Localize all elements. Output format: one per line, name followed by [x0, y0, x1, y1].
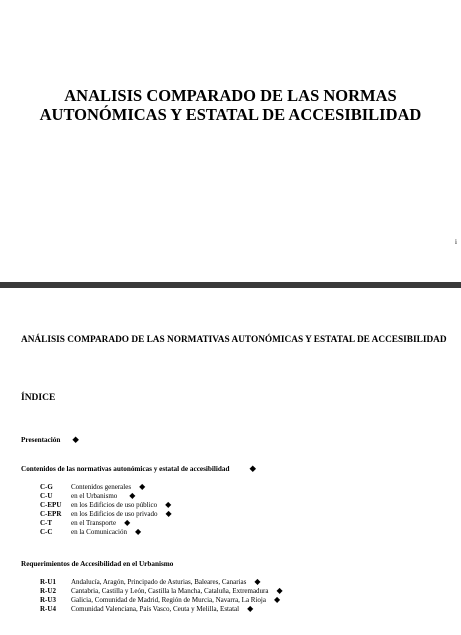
toc-item-code: C-EPR [40, 510, 62, 518]
toc-item-text: Cantabria, Castilla y León, Castilla la Mancha, Cataluña, Extremadura [71, 587, 269, 595]
index-page-heading: ANÁLISIS COMPARADO DE LAS NORMATIVAS AUTONÓMICAS Y ESTATAL DE ACCESIBILIDAD [21, 335, 447, 345]
toc-item-code: R-U1 [40, 578, 56, 586]
toc-item-ru4[interactable] [40, 604, 253, 613]
toc-item-ru1[interactable] [40, 577, 261, 586]
bullet-icon: ◆ [139, 482, 146, 491]
bullet-icon: ◆ [249, 463, 256, 473]
toc-item-text: Galicia, Comunidad de Madrid, Región de Murcia, Navarra, La Rioja [71, 596, 266, 604]
toc-item-cu[interactable] [40, 491, 135, 500]
bullet-icon: ◆ [276, 586, 283, 595]
toc-item-text: Contenidos generales [71, 483, 132, 491]
toc-item-code: R-U3 [40, 596, 56, 604]
toc-item-text: en el Transporte [71, 519, 117, 527]
page-mark: i [455, 238, 457, 246]
index-page [0, 288, 461, 635]
toc-item-code: C-C [40, 528, 53, 536]
toc-item-text: en los Edificios de uso privado [71, 510, 158, 518]
bullet-icon: ◆ [273, 595, 281, 604]
toc-item-text: Comunidad Valenciana, País Vasco, Ceuta y Melilla, Estatal [71, 605, 240, 613]
toc-presentacion[interactable] [21, 434, 79, 445]
toc-item-ru2[interactable] [40, 586, 283, 595]
toc-section-requerimientos-label: Requerimientos de Accesibilidad en el Urbanismo [21, 560, 174, 568]
toc-item-code: C-U [40, 492, 53, 500]
cover-page [0, 0, 461, 282]
toc-item-text: en el Urbanismo [71, 492, 118, 500]
indice-heading: ÍNDICE [21, 393, 56, 403]
toc-item-code: R-U4 [40, 605, 56, 613]
toc-item-cc[interactable] [40, 527, 141, 536]
toc-item-ct[interactable] [40, 518, 130, 527]
bullet-icon: ◆ [165, 509, 172, 518]
toc-section-contenidos[interactable] [21, 463, 256, 474]
bullet-icon: ◆ [254, 577, 261, 586]
toc-item-code: C-EPU [40, 501, 62, 509]
bullet-icon: ◆ [134, 527, 142, 536]
bullet-icon: ◆ [124, 518, 131, 527]
bullet-icon: ◆ [129, 491, 136, 500]
title-line-2: AUTONÓMICAS Y ESTATAL DE ACCESIBILIDAD [39, 105, 422, 124]
toc-item-code: R-U2 [40, 587, 56, 595]
bullet-icon: ◆ [165, 500, 172, 509]
toc-item-cg[interactable] [40, 482, 145, 491]
toc-item-text: Andalucía, Aragón, Principado de Asturias, Baleares, Canarias [71, 578, 247, 586]
title-line-1: ANALISIS COMPARADO DE LAS NORMAS [64, 86, 397, 105]
toc-item-text: en la Comunicación [71, 528, 127, 536]
toc-item-code: C-G [40, 483, 53, 491]
toc-presentacion-label: Presentación [21, 436, 61, 444]
document-title [0, 86, 461, 124]
toc-item-cepr[interactable] [40, 509, 172, 518]
toc-item-code: C-T [40, 519, 53, 527]
bullet-icon: ◆ [72, 434, 79, 444]
toc-section-contenidos-label: Contenidos de las normativas autonómicas y estatal de accesibilidad [21, 465, 230, 473]
toc-item-cepu[interactable] [40, 500, 171, 509]
toc-item-text: en los Edificios de uso público [71, 501, 158, 509]
toc-section-requerimientos[interactable] [21, 560, 173, 568]
toc-item-ru3[interactable] [40, 595, 280, 604]
bullet-icon: ◆ [247, 604, 254, 613]
